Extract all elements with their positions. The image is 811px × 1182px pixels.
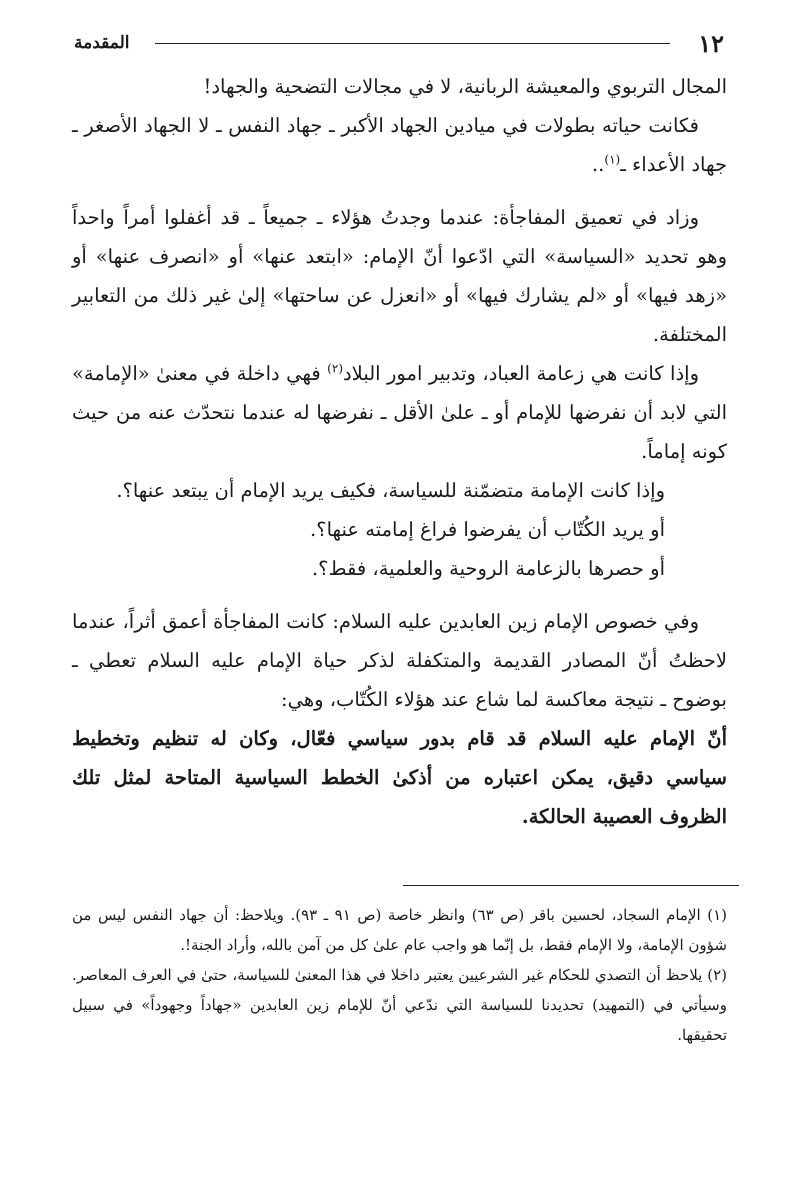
- footnote-1: (١) الإمام السجاد، لحسين باقر (ص ٦٣) وانظر خاصة (ص ٩١ ـ ٩٣). ويلاحظ: أن جهاد النفس ليس من شؤون الإمامة، ولا الإمام فقط، بل إنّما هو واجب عام علىٰ كل من آمن بالله، وأراد الجنة!.: [72, 906, 727, 954]
- header-rule: [155, 43, 670, 44]
- footnote-rule: [403, 885, 739, 886]
- paragraph-4: [72, 354, 727, 471]
- footnotes: [72, 900, 727, 1050]
- page-number: ١٢: [698, 28, 724, 58]
- paragraph-3: وزاد في تعميق المفاجأة: عندما وجدتُ هؤلاء ـ جميعاً ـ قد أغفلوا أمراً واحداً وهو تحديد «السياسة» التي ادّعوا أنّ الإمام: «ابتعد عنها» أو «انصرف عنها» أو «زهد فيها» أو «لم يشارك فيها» أو «انعزل عن ساحتها» إلىٰ غير ذلك من التعابير المختلفة.: [72, 206, 727, 346]
- paragraph-5: وفي خصوص الإمام زين العابدين عليه السلام: كانت المفاجأة أعمق أثراً، عندما لاحظتُ أنّ المصادر القديمة والمتكفلة لذكر حياة الإمام عليه السلام تعطي ـ بوضوح ـ نتيجة معاكسة لما شاع عند هؤلاء الكُتّاب، وهي:: [72, 610, 727, 711]
- question-3: أو حصرها بالزعامة الروحية والعلمية، فقط؟.: [311, 557, 665, 580]
- paragraph-6: أنّ الإمام عليه السلام قد قام بدور سياسي فعّال، وكان له تنظيم وتخطيط سياسي دقيق، يمكن اعتباره من أذكىٰ الخطط السياسية المتاحة لمثل تلك الظروف العصيبة الحالكة.: [72, 727, 727, 828]
- footnote-ref-1: (١): [604, 152, 621, 167]
- paragraph-2: [72, 106, 727, 184]
- footnote-ref-2: (٢): [327, 361, 343, 376]
- body-text: [72, 67, 727, 836]
- paragraph-4-text-a: وإذا كانت هي زعامة العباد، وتدبير امور البلاد: [343, 362, 699, 385]
- running-title: المقدمة: [74, 33, 130, 53]
- running-header: [74, 28, 724, 58]
- paragraph-2-end: ..: [591, 153, 605, 176]
- footnote-2: (٢) يلاحظ أن التصدي للحكام غير الشرعيين يعتبر داخلا في هذا المعنىٰ للسياسة، حتىٰ في العرف المعاصر. وسيأتي في (التمهيد) تحديدنا للسياسة التي ندّعي أنّ للإمام زين العابدين «جهاداً وجهوداً» في سبيل تحقيقها.: [72, 966, 727, 1044]
- question-1: وإذا كانت الإمامة متضمّنة للسياسة، فكيف يريد الإمام أن يبتعد عنها؟.: [116, 479, 665, 502]
- question-2: أو يريد الكُتّاب أن يفرضوا فراغ إمامته عنها؟.: [310, 518, 665, 541]
- paragraph-4-text-b: فهي داخلة في معنىٰ «الإمامة» التي لابد أن نفرضها للإمام أو ـ علىٰ الأقل ـ نفرضها له عندما نتحدّث عنه من حيث كونه إماماً.: [72, 362, 727, 463]
- paragraph-2-text: فكانت حياته بطولات في ميادين الجهاد الأكبر ـ جهاد النفس ـ لا الجهاد الأصغر ـ جهاد الأعداء ـ: [72, 114, 727, 176]
- paragraph-1: المجال التربوي والمعيشة الربانية، لا في مجالات التضحية والجهاد!: [203, 75, 727, 98]
